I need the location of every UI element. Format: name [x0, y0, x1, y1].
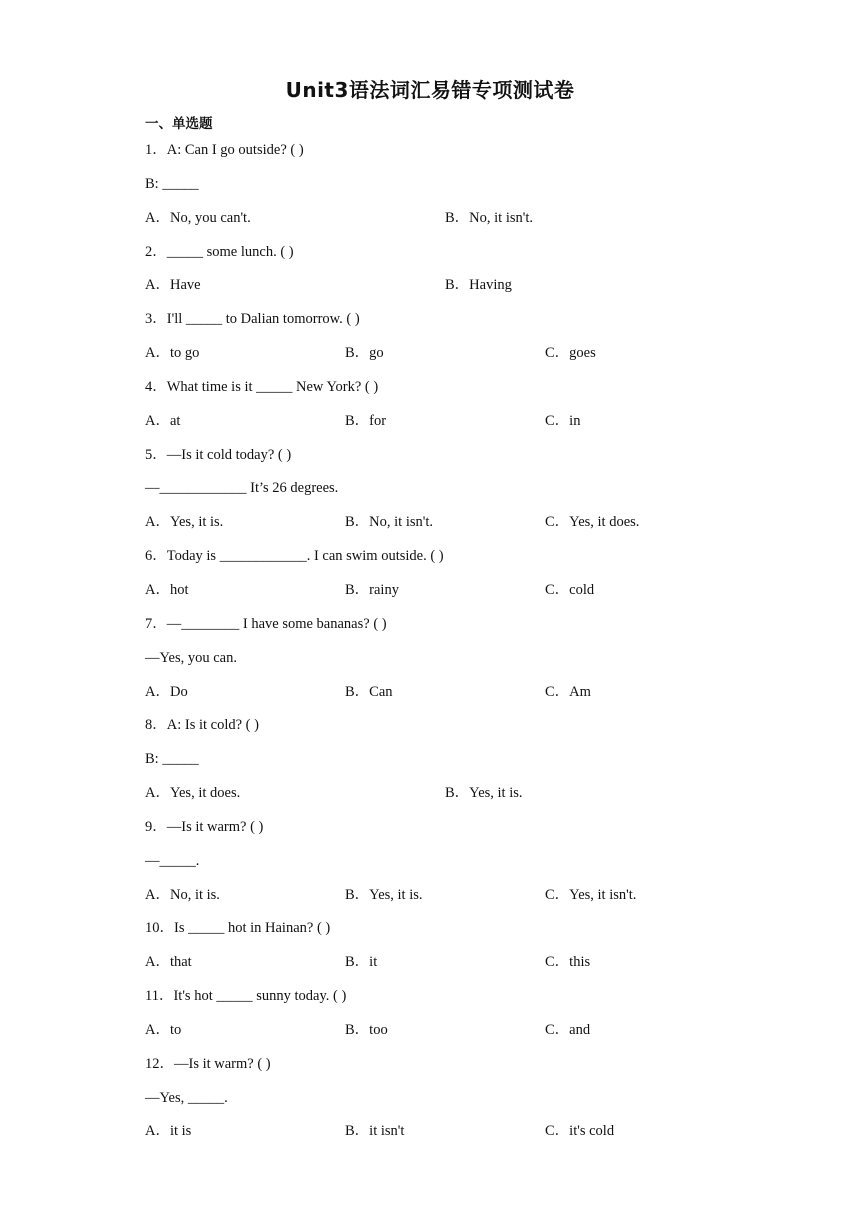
- question-line: 9．—Is it warm? ( ): [145, 818, 264, 835]
- answer-option[interactable]: A．that: [145, 954, 192, 971]
- answer-option[interactable]: B．for: [345, 412, 387, 429]
- question-line: 4．What time is it _____ New York? ( ): [145, 378, 379, 395]
- answer-options: [145, 579, 745, 613]
- answer-option[interactable]: A．Yes, it does.: [145, 785, 241, 802]
- answer-options: [145, 884, 745, 918]
- answer-options: [145, 207, 745, 241]
- answer-option[interactable]: A．it is: [145, 1123, 192, 1140]
- answer-option[interactable]: A．to go: [145, 345, 200, 362]
- answer-option[interactable]: C．Yes, it isn't.: [545, 886, 637, 903]
- answer-option[interactable]: B．it isn't: [345, 1123, 405, 1140]
- answer-option[interactable]: B．it: [345, 954, 378, 971]
- answer-options: [145, 1019, 745, 1053]
- answer-options: [145, 274, 745, 308]
- section-heading: 一、单选题: [145, 116, 213, 132]
- answer-options: [145, 410, 745, 444]
- answer-option[interactable]: B．No, it isn't.: [445, 209, 534, 226]
- answer-option[interactable]: C．it's cold: [545, 1123, 615, 1140]
- page-title: Unit3语法词汇易错专项测试卷: [285, 78, 575, 102]
- answer-option[interactable]: C．goes: [545, 345, 596, 362]
- answer-options: [145, 1120, 745, 1154]
- question-line: B: _____: [145, 751, 199, 768]
- answer-options: [145, 511, 745, 545]
- answer-option[interactable]: B．Yes, it is.: [345, 886, 423, 903]
- question-list: [145, 139, 745, 1154]
- question-line: B: _____: [145, 175, 199, 192]
- answer-option[interactable]: C．Am: [545, 683, 591, 700]
- answer-option[interactable]: A．Do: [145, 683, 188, 700]
- question-line: 10．Is _____ hot in Hainan? ( ): [145, 920, 331, 937]
- question-line: 12．—Is it warm? ( ): [145, 1055, 271, 1072]
- question-line: 8．A: Is it cold? ( ): [145, 717, 259, 734]
- question-line: 3．I'll _____ to Dalian tomorrow. ( ): [145, 311, 360, 328]
- question-line: 2．_____ some lunch. ( ): [145, 243, 294, 260]
- answer-options: [145, 342, 745, 376]
- question-line: 1．A: Can I go outside? ( ): [145, 142, 304, 158]
- answer-option[interactable]: C．this: [545, 954, 591, 971]
- answer-option[interactable]: B．No, it isn't.: [345, 514, 434, 531]
- answer-option[interactable]: B．Having: [445, 277, 512, 294]
- answer-option[interactable]: B．go: [345, 345, 384, 362]
- answer-option[interactable]: A．No, it is.: [145, 886, 220, 903]
- answer-option[interactable]: B．rainy: [345, 581, 399, 598]
- answer-option[interactable]: C．in: [545, 412, 581, 429]
- answer-option[interactable]: A．Have: [145, 277, 201, 294]
- answer-option[interactable]: B．Can: [345, 683, 393, 700]
- answer-option[interactable]: C．and: [545, 1021, 591, 1038]
- answer-option[interactable]: C．cold: [545, 581, 595, 598]
- question-line: 7．—________ I have some bananas? ( ): [145, 615, 387, 632]
- question-line: —____________ It’s 26 degrees.: [145, 480, 339, 497]
- answer-option[interactable]: A．Yes, it is.: [145, 514, 224, 531]
- answer-option[interactable]: B．Yes, it is.: [445, 785, 523, 802]
- answer-options: [145, 951, 745, 985]
- question-line: 11．It's hot _____ sunny today. ( ): [145, 988, 347, 1005]
- answer-option[interactable]: A．hot: [145, 581, 189, 598]
- question-line: 6．Today is ____________. I can swim outside. ( ): [145, 548, 444, 565]
- question-line: —Yes, _____.: [145, 1089, 228, 1106]
- answer-options: [145, 681, 745, 715]
- answer-option[interactable]: A．at: [145, 412, 181, 429]
- answer-option[interactable]: A．No, you can't.: [145, 209, 251, 226]
- answer-option[interactable]: C．Yes, it does.: [545, 514, 640, 531]
- question-line: 5．—Is it cold today? ( ): [145, 446, 292, 463]
- answer-option[interactable]: B．too: [345, 1021, 388, 1038]
- answer-option[interactable]: A．to: [145, 1021, 182, 1038]
- question-line: —Yes, you can.: [145, 649, 237, 666]
- question-line: —_____.: [145, 852, 200, 869]
- answer-options: [145, 782, 745, 816]
